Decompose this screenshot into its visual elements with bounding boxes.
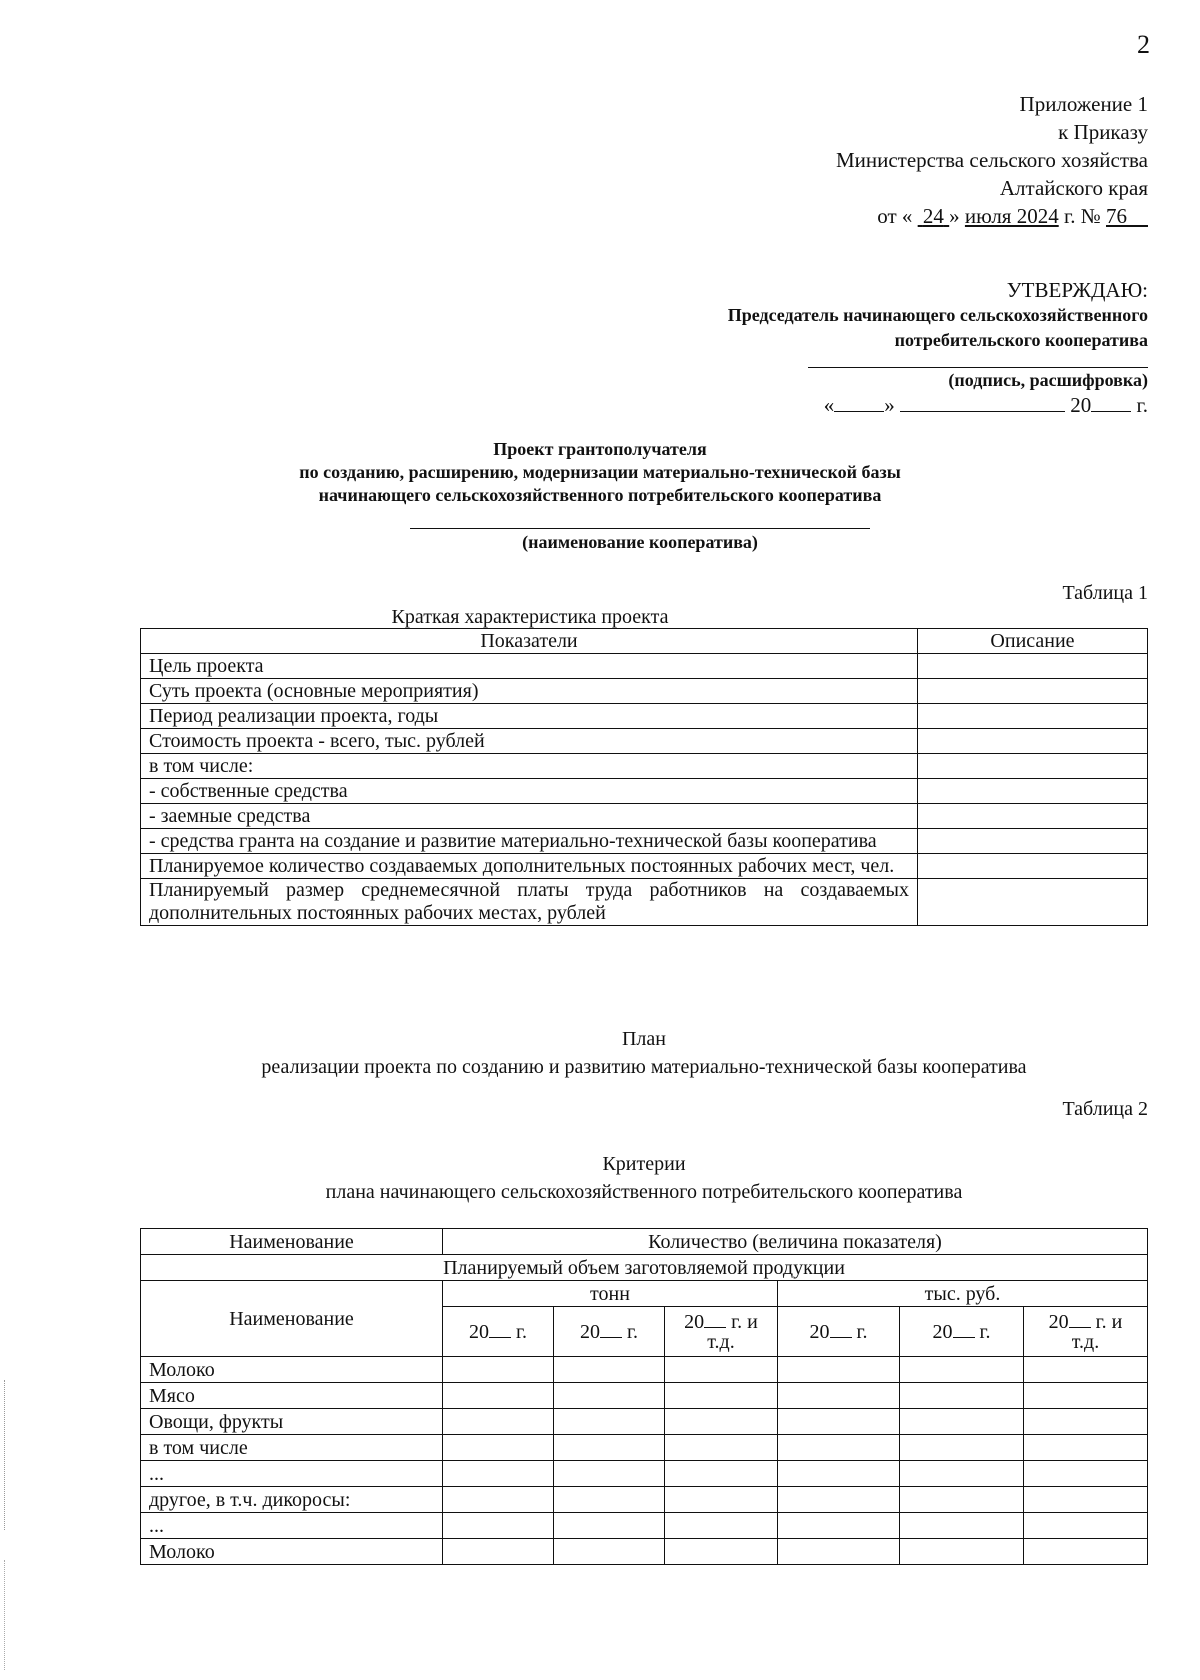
date-mid: » bbox=[949, 204, 960, 228]
row-label: в том числе bbox=[141, 1435, 443, 1461]
row-label: Планируемое количество создаваемых дополнительных постоянных рабочих мест, чел. bbox=[141, 854, 918, 879]
page-number: 2 bbox=[1137, 30, 1150, 59]
approval-month-blank bbox=[900, 393, 1065, 412]
table-header-row bbox=[141, 629, 1148, 654]
value-cell[interactable] bbox=[554, 1409, 665, 1435]
value-cell[interactable] bbox=[554, 1513, 665, 1539]
year-cell: 20 г. bbox=[443, 1307, 554, 1357]
year-etc-cell: 20 г. и т.д. bbox=[665, 1307, 778, 1357]
table-row bbox=[141, 654, 1148, 679]
description-cell[interactable] bbox=[918, 654, 1148, 679]
scan-margin-mark bbox=[4, 1380, 7, 1530]
project-title bbox=[250, 438, 950, 507]
scan-margin-mark bbox=[4, 1560, 7, 1670]
table-row bbox=[141, 1461, 1148, 1487]
row-label: Суть проекта (основные мероприятия) bbox=[141, 679, 918, 704]
row-label: Мясо bbox=[141, 1383, 443, 1409]
row-label: Стоимость проекта - всего, тыс. рублей bbox=[141, 729, 918, 754]
approval-year-prefix: 20 bbox=[1070, 393, 1092, 417]
row-label: Цель проекта bbox=[141, 654, 918, 679]
description-cell[interactable] bbox=[918, 829, 1148, 854]
value-cell[interactable] bbox=[900, 1513, 1024, 1539]
row-label: ... bbox=[141, 1513, 443, 1539]
value-cell[interactable] bbox=[443, 1383, 554, 1409]
year-etc-cell: 20 г. и т.д. bbox=[1024, 1307, 1148, 1357]
order-number-label: г. № bbox=[1063, 204, 1101, 228]
order-date-line bbox=[836, 202, 1148, 230]
project-title-line-3: начинающего сельскохозяйственного потребительского кооператива bbox=[318, 485, 882, 505]
table-row bbox=[141, 1487, 1148, 1513]
row-label: другое, в т.ч. дикоросы: bbox=[141, 1487, 443, 1513]
description-cell[interactable] bbox=[918, 679, 1148, 704]
value-cell[interactable] bbox=[554, 1383, 665, 1409]
appendix-block bbox=[836, 90, 1148, 230]
appendix-line-3: Министерства сельского хозяйства bbox=[835, 148, 1148, 172]
value-cell[interactable] bbox=[778, 1539, 900, 1565]
year-cell: 20 г. bbox=[554, 1307, 665, 1357]
table-row bbox=[141, 754, 1148, 779]
row-label: ... bbox=[141, 1461, 443, 1487]
value-cell[interactable] bbox=[1024, 1435, 1148, 1461]
value-cell[interactable] bbox=[443, 1487, 554, 1513]
value-cell[interactable] bbox=[665, 1539, 778, 1565]
coop-name-caption: (наименование кооператива) bbox=[522, 532, 758, 552]
table-row bbox=[141, 779, 1148, 804]
order-month-year: июля 2024 bbox=[964, 204, 1059, 228]
row-label: - средства гранта на создание и развитие материально-технической базы кооператива bbox=[141, 829, 918, 854]
table-units-row bbox=[141, 1281, 1148, 1307]
value-cell[interactable] bbox=[1024, 1487, 1148, 1513]
value-cell[interactable] bbox=[665, 1435, 778, 1461]
header-quantity: Количество (величина показателя) bbox=[443, 1229, 1148, 1255]
row-label: Овощи, фрукты bbox=[141, 1409, 443, 1435]
value-cell[interactable] bbox=[554, 1435, 665, 1461]
value-cell[interactable] bbox=[1024, 1357, 1148, 1383]
subheader-volume: Планируемый объем заготовляемой продукции bbox=[141, 1255, 1148, 1281]
approval-block bbox=[728, 278, 1148, 418]
value-cell[interactable] bbox=[778, 1357, 900, 1383]
order-number: 76 bbox=[1106, 204, 1127, 228]
table-row bbox=[141, 1435, 1148, 1461]
value-cell[interactable] bbox=[900, 1357, 1024, 1383]
value-cell[interactable] bbox=[778, 1435, 900, 1461]
value-cell[interactable] bbox=[1024, 1513, 1148, 1539]
table-row bbox=[141, 804, 1148, 829]
value-cell[interactable] bbox=[443, 1435, 554, 1461]
unit-thousand-rub: тыс. руб. bbox=[778, 1281, 1148, 1307]
table-subheader-row bbox=[141, 1255, 1148, 1281]
value-cell[interactable] bbox=[778, 1487, 900, 1513]
header-name: Наименование bbox=[141, 1229, 443, 1255]
signature-line bbox=[808, 353, 1148, 368]
value-cell[interactable] bbox=[900, 1539, 1024, 1565]
value-cell[interactable] bbox=[1024, 1539, 1148, 1565]
row-label: Период реализации проекта, годы bbox=[141, 704, 918, 729]
approval-line-2: потребительского кооператива bbox=[894, 330, 1148, 350]
criteria-line-2: плана начинающего сельскохозяйственного потребительского кооператива bbox=[325, 1181, 963, 1203]
year-cell: 20 г. bbox=[900, 1307, 1024, 1357]
value-cell[interactable] bbox=[665, 1487, 778, 1513]
row-label: - заемные средства bbox=[141, 804, 918, 829]
table1-label: Таблица 1 bbox=[1062, 582, 1148, 604]
value-cell[interactable] bbox=[900, 1409, 1024, 1435]
date-prefix: от « bbox=[877, 204, 913, 228]
description-cell[interactable] bbox=[918, 879, 1148, 926]
value-cell[interactable] bbox=[1024, 1409, 1148, 1435]
approval-title: УТВЕРЖДАЮ: bbox=[1006, 278, 1148, 302]
criteria-title bbox=[140, 1150, 1148, 1206]
value-cell[interactable] bbox=[1024, 1383, 1148, 1409]
value-cell[interactable] bbox=[1024, 1461, 1148, 1487]
year-cell: 20 г. bbox=[778, 1307, 900, 1357]
criteria-table bbox=[140, 1228, 1148, 1565]
appendix-line-2: к Приказу bbox=[1058, 120, 1148, 144]
table-row bbox=[141, 854, 1148, 879]
header-name-col: Наименование bbox=[141, 1281, 443, 1357]
description-cell[interactable] bbox=[918, 854, 1148, 879]
appendix-line-4: Алтайского края bbox=[999, 176, 1148, 200]
plan-title bbox=[140, 1025, 1148, 1081]
value-cell[interactable] bbox=[665, 1409, 778, 1435]
table-row bbox=[141, 829, 1148, 854]
table1-caption: Краткая характеристика проекта bbox=[391, 606, 669, 628]
value-cell[interactable] bbox=[554, 1539, 665, 1565]
table-row bbox=[141, 1383, 1148, 1409]
coop-name-line bbox=[410, 528, 870, 529]
approval-date-open: « bbox=[823, 393, 835, 417]
criteria-line-1: Критерии bbox=[602, 1153, 686, 1175]
plan-line-1: План bbox=[621, 1028, 666, 1050]
table-row bbox=[141, 679, 1148, 704]
row-label: Молоко bbox=[141, 1357, 443, 1383]
table-row bbox=[141, 1357, 1148, 1383]
value-cell[interactable] bbox=[443, 1539, 554, 1565]
row-label: в том числе: bbox=[141, 754, 918, 779]
approval-line-1: Председатель начинающего сельскохозяйственного bbox=[727, 305, 1148, 325]
row-label: Молоко bbox=[141, 1539, 443, 1565]
value-cell[interactable] bbox=[554, 1487, 665, 1513]
description-cell[interactable] bbox=[918, 754, 1148, 779]
header-description: Описание bbox=[918, 629, 1148, 654]
project-title-line-1: Проект грантополучателя bbox=[493, 439, 707, 459]
project-summary-table bbox=[140, 628, 1148, 926]
approval-year-suffix: г. bbox=[1136, 393, 1148, 417]
value-cell[interactable] bbox=[778, 1513, 900, 1539]
value-cell[interactable] bbox=[778, 1461, 900, 1487]
plan-line-2: реализации проекта по созданию и развитию материально-технической базы кооператива bbox=[261, 1056, 1027, 1078]
value-cell[interactable] bbox=[900, 1461, 1024, 1487]
table-row bbox=[141, 1513, 1148, 1539]
description-cell[interactable] bbox=[918, 804, 1148, 829]
value-cell[interactable] bbox=[900, 1383, 1024, 1409]
signature-caption: (подпись, расшифровка) bbox=[948, 370, 1148, 390]
row-label: Планируемый размер среднемесячной платы труда работников на создаваемых дополнительных постоянных рабочих местах, рублей bbox=[141, 879, 918, 926]
approval-date-close: » bbox=[884, 393, 895, 417]
table-row bbox=[141, 704, 1148, 729]
value-cell[interactable] bbox=[443, 1357, 554, 1383]
value-cell[interactable] bbox=[778, 1383, 900, 1409]
table-row bbox=[141, 1409, 1148, 1435]
value-cell[interactable] bbox=[900, 1435, 1024, 1461]
value-cell[interactable] bbox=[665, 1513, 778, 1539]
value-cell[interactable] bbox=[554, 1461, 665, 1487]
value-cell[interactable] bbox=[778, 1409, 900, 1435]
value-cell[interactable] bbox=[665, 1383, 778, 1409]
approval-year-blank bbox=[1091, 393, 1131, 412]
description-cell[interactable] bbox=[918, 779, 1148, 804]
row-label: - собственные средства bbox=[141, 779, 918, 804]
value-cell[interactable] bbox=[554, 1357, 665, 1383]
unit-tons: тонн bbox=[443, 1281, 778, 1307]
table-row bbox=[141, 729, 1148, 754]
value-cell[interactable] bbox=[443, 1461, 554, 1487]
value-cell[interactable] bbox=[665, 1357, 778, 1383]
description-cell[interactable] bbox=[918, 704, 1148, 729]
value-cell[interactable] bbox=[900, 1487, 1024, 1513]
table-header-row bbox=[141, 1229, 1148, 1255]
approval-date-line bbox=[728, 393, 1148, 418]
table-row bbox=[141, 1539, 1148, 1565]
table-row bbox=[141, 879, 1148, 926]
value-cell[interactable] bbox=[443, 1513, 554, 1539]
appendix-line-1: Приложение 1 bbox=[1019, 92, 1148, 116]
header-indicators: Показатели bbox=[141, 629, 918, 654]
table2-label: Таблица 2 bbox=[1062, 1098, 1148, 1120]
project-title-line-2: по созданию, расширению, модернизации материально-технической базы bbox=[299, 462, 901, 482]
description-cell[interactable] bbox=[918, 729, 1148, 754]
value-cell[interactable] bbox=[665, 1461, 778, 1487]
order-day: 24 bbox=[922, 204, 944, 228]
value-cell[interactable] bbox=[443, 1409, 554, 1435]
approval-day-blank bbox=[834, 393, 884, 412]
